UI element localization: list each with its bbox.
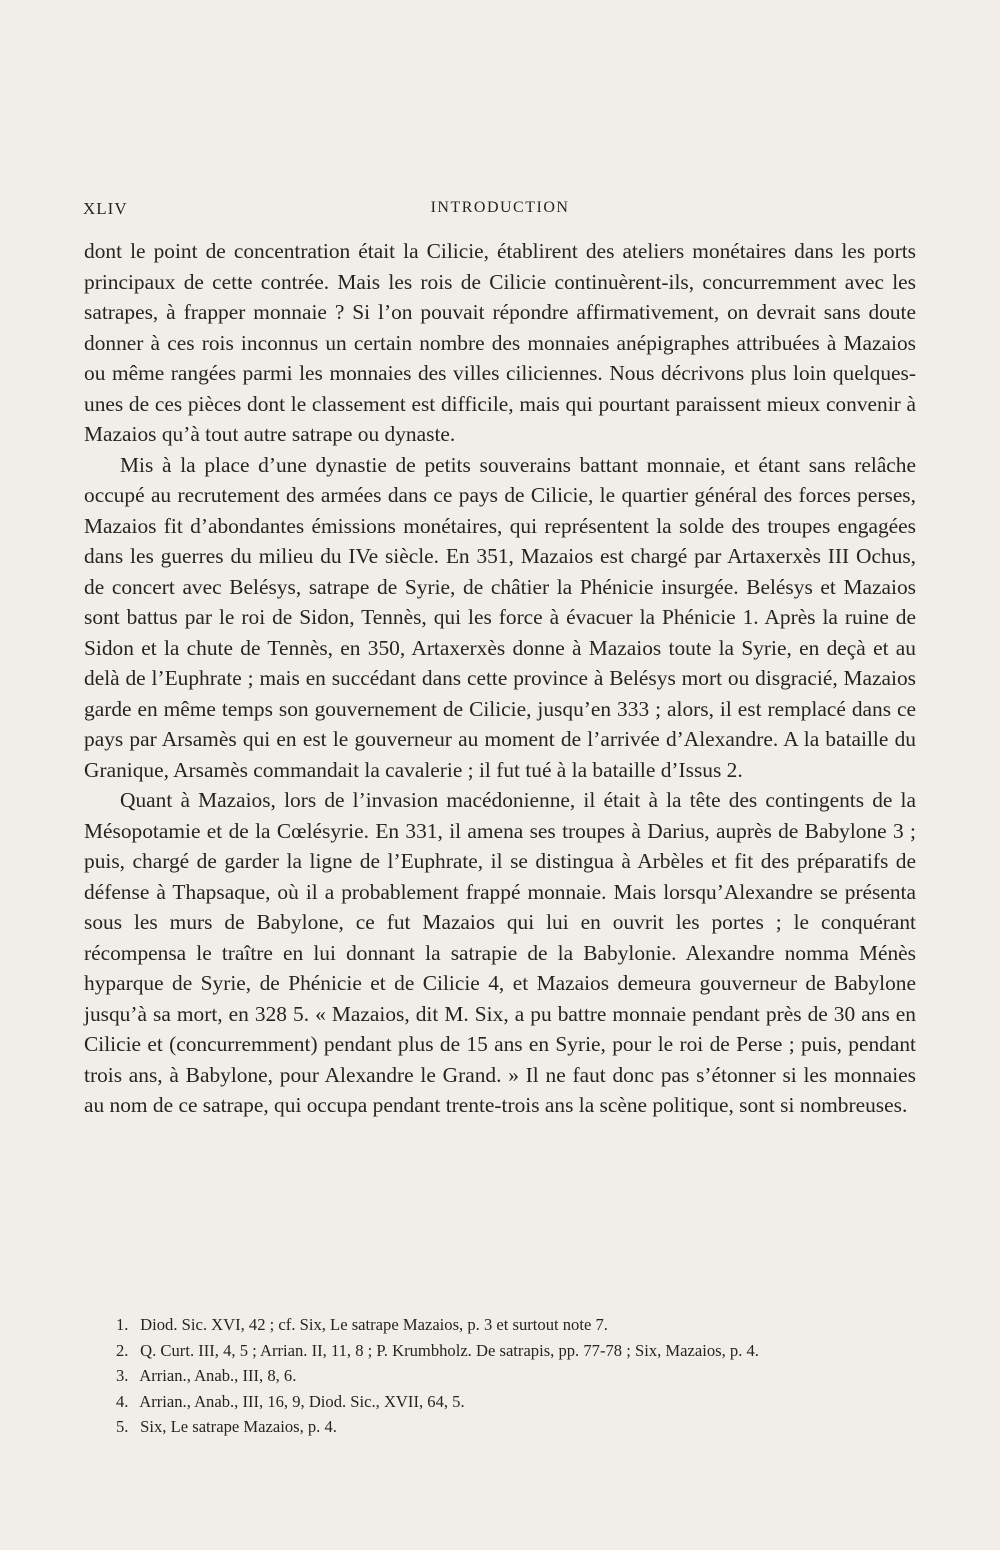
footnote (116, 1338, 916, 1364)
footnote (116, 1389, 916, 1415)
footnote-number: 5. (116, 1417, 129, 1436)
paragraph: Quant à Mazaios, lors de l’invasion macédonienne, il était à la tête des contingents de la Mésopotamie et de la Cœlésyrie. En 331, il amena ses troupes à Darius, auprès de Babylone 3 ; puis, chargé de garder la ligne de l’Euphrate, il se distingua à Arbèles et fit des préparatifs de défense à Thapsaque, où il a probablement frappé monnaie. Mais lorsqu’Alexandre se présenta sous les murs de Babylone, ce fut Mazaios qui lui en ouvrit les portes ; le conquérant récompensa le traître en lui donnant la satrapie de la Babylonie. Alexandre nomma Ménès hyparque de Syrie, de Phénicie et de Cilicie 4, et Mazaios demeura gouverneur de Babylone jusqu’à sa mort, en 328 5. « Mazaios, dit M. Six, a pu battre monnaie pendant près de 30 ans en Cilicie et (concurremment) pendant plus de 15 ans en Syrie, pour le roi de Perse ; puis, pendant trois ans, à Babylone, pour Alexandre le Grand. » Il ne faut donc pas s’étonner si les monnaies au nom de ce satrape, qui occupa pendant trente-trois ans la scène politique, sont si nombreuses. (84, 788, 916, 1117)
footnote-number: 3. (116, 1366, 129, 1385)
footnote-text: Arrian., Anab., III, 8, 6. (139, 1366, 297, 1385)
paragraph: Mis à la place d’une dynastie de petits souverains battant monnaie, et étant sans relâche occupé au recrutement des armées dans ce pays de Cilicie, le quartier général des forces perses, Mazaios fit d’abondantes émissions monétaires, qui représentent la solde des troupes engagées dans les guerres du milieu du IVe siècle. En 351, Mazaios est chargé par Artaxerxès III Ochus, de concert avec Belésys, satrape de Syrie, de châtier la Phénicie insurgée. Belésys et Mazaios sont battus par le roi de Sidon, Tennès, qui les force à évacuer la Phénicie 1. Après la ruine de Sidon et la chute de Tennès, en 350, Artaxerxès donne à Mazaios toute la Syrie, en deçà et au delà de l’Euphrate ; mais en succédant dans cette province à Belésys mort ou disgracié, Mazaios garde en même temps son gouvernement de Cilicie, jusqu’en 333 ; alors, il est remplacé dans ce pays par Arsamès qui en est le gouverneur au moment de l’arrivée d’Alexandre. A la bataille du Granique, Arsamès commandait la cavalerie ; il fut tué à la bataille d’Issus 2. (84, 452, 916, 782)
footnote-number: 1. (116, 1315, 129, 1334)
footnote (116, 1312, 916, 1338)
footnote-number: 4. (116, 1391, 129, 1411)
footnote-text: Q. Curt. III, 4, 5 ; Arrian. II, 11, 8 ; P. Krumbholz. De satrapis, pp. 77-78 ; Six, Mazaios, p. 4. (140, 1340, 759, 1360)
footnote-text: Arrian., Anab., III, 16, 9, Diod. Sic., XVII, 64, 5. (139, 1391, 465, 1411)
footnote-number: 2. (116, 1340, 129, 1360)
footnote (116, 1414, 916, 1440)
running-title: INTRODUCTION (430, 199, 570, 216)
body-text (84, 236, 916, 1121)
paragraph: dont le point de concentration était la Cilicie, établirent des ateliers monétaires dans les ports principaux de cette contrée. Mais les rois de Cilicie continuèrent-ils, concurremment avec les satrapes, à frapper monnaie ? Si l’on pouvait répondre affirmativement, on devrait sans doute donner à ces rois inconnus un certain nombre des monnaies anépigraphes attribuées à Mazaios ou même rangées parmi les monnaies des villes ciliciennes. Nous décrivons plus loin quelques-unes de ces pièces dont le classement est difficile, mais qui pourtant paraissent mieux convenir à Mazaios qu’à tout autre satrape ou dynaste. (84, 239, 916, 446)
footnote (116, 1363, 916, 1389)
page-number: XLIV (83, 199, 128, 218)
running-head (83, 199, 917, 225)
footnote-text: Diod. Sic. XVI, 42 ; cf. Six, Le satrape Mazaios, p. 3 et surtout note 7. (140, 1315, 608, 1334)
footnote-text: Six, Le satrape Mazaios, p. 4. (140, 1417, 337, 1436)
footnotes (116, 1312, 916, 1440)
